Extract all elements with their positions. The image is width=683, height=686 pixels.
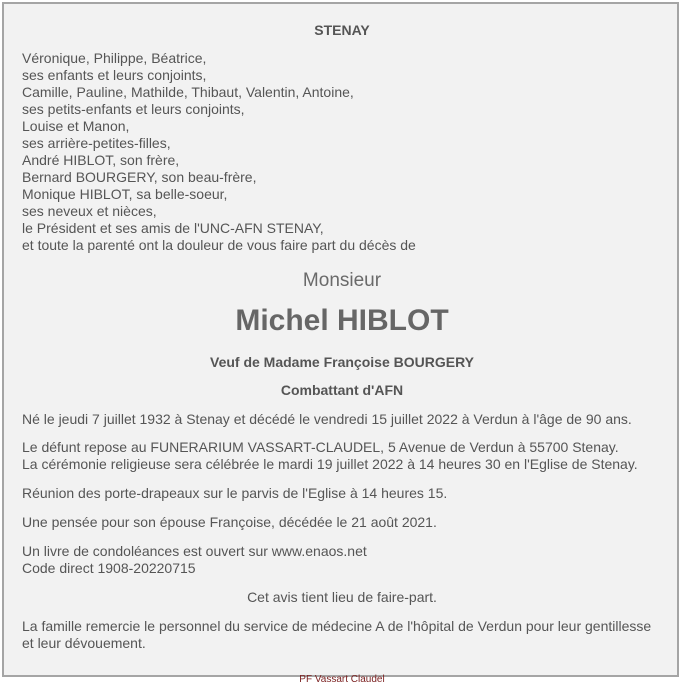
widower-line: Veuf de Madame Françoise BOURGERY <box>210 354 474 370</box>
mourner-line: André HIBLOT, son frère, <box>22 152 180 168</box>
thanks-text: La famille remercie le personnel du service de médecine A de l'hôpital de Verdun pour leur gentillesse et leur dévouement. <box>22 618 652 651</box>
notice-text: Cet avis tient lieu de faire-part. <box>247 589 437 605</box>
mourner-line: ses neveux et nièces, <box>22 203 157 219</box>
mourner-line: Louise et Manon, <box>22 118 130 134</box>
mourner-line: le Président et ses amis de l'UNC-AFN STENAY, <box>22 220 324 236</box>
mourner-line: Monique HIBLOT, sa belle-soeur, <box>22 186 228 202</box>
flag-bearers-paragraph <box>22 485 662 502</box>
deceased-name: Michel HIBLOT <box>235 304 449 337</box>
obituary-content <box>22 22 662 686</box>
birth-death-paragraph <box>22 411 662 428</box>
obituary-frame <box>2 2 679 685</box>
wife-thought-paragraph <box>22 514 662 531</box>
condolences-paragraph <box>22 543 662 577</box>
thanks-paragraph <box>22 618 662 652</box>
deceased-title: Monsieur <box>302 270 382 291</box>
mourner-line: ses enfants et leurs conjoints, <box>22 67 207 83</box>
mourner-line: ses petits-enfants et leurs conjoints, <box>22 101 245 117</box>
birth-death-text: Né le jeudi 7 juillet 1932 à Stenay et décédé le vendredi 15 juillet 2022 à Verdun à l'âge de 90 ans. <box>22 411 632 427</box>
notice-paragraph <box>22 589 662 606</box>
mourner-line: ses arrière-petites-filles, <box>22 135 171 151</box>
funeral-details-paragraph <box>22 439 662 473</box>
mourners-list <box>22 50 662 254</box>
funeral-home-signature: PF Vassart Claudel <box>299 674 385 685</box>
mourner-line: et toute la parenté ont la douleur de vous faire part du décès de <box>22 237 416 253</box>
direct-code-text: Code direct 1908-20220715 <box>22 560 196 576</box>
city-heading: STENAY <box>314 22 370 38</box>
flag-bearers-text: Réunion des porte-drapeaux sur le parvis de l'Eglise à 14 heures 15. <box>22 485 448 501</box>
ceremony-text: La cérémonie religieuse sera célébrée le mardi 19 juillet 2022 à 14 heures 30 en l'Eglise de Stenay. <box>22 456 638 472</box>
mourner-line: Camille, Pauline, Mathilde, Thibaut, Valentin, Antoine, <box>22 84 354 100</box>
wife-thought-text: Une pensée pour son épouse Françoise, décédée le 21 août 2021. <box>22 514 437 530</box>
mourner-line: Bernard BOURGERY, son beau-frère, <box>22 169 257 185</box>
mourner-line: Véronique, Philippe, Béatrice, <box>22 50 207 66</box>
rest-place-text: Le défunt repose au FUNERARIUM VASSART-CLAUDEL, 5 Avenue de Verdun à 55700 Stenay. <box>22 439 619 455</box>
veteran-line: Combattant d'AFN <box>280 382 404 398</box>
condolences-text: Un livre de condoléances est ouvert sur www.enaos.net <box>22 543 367 559</box>
